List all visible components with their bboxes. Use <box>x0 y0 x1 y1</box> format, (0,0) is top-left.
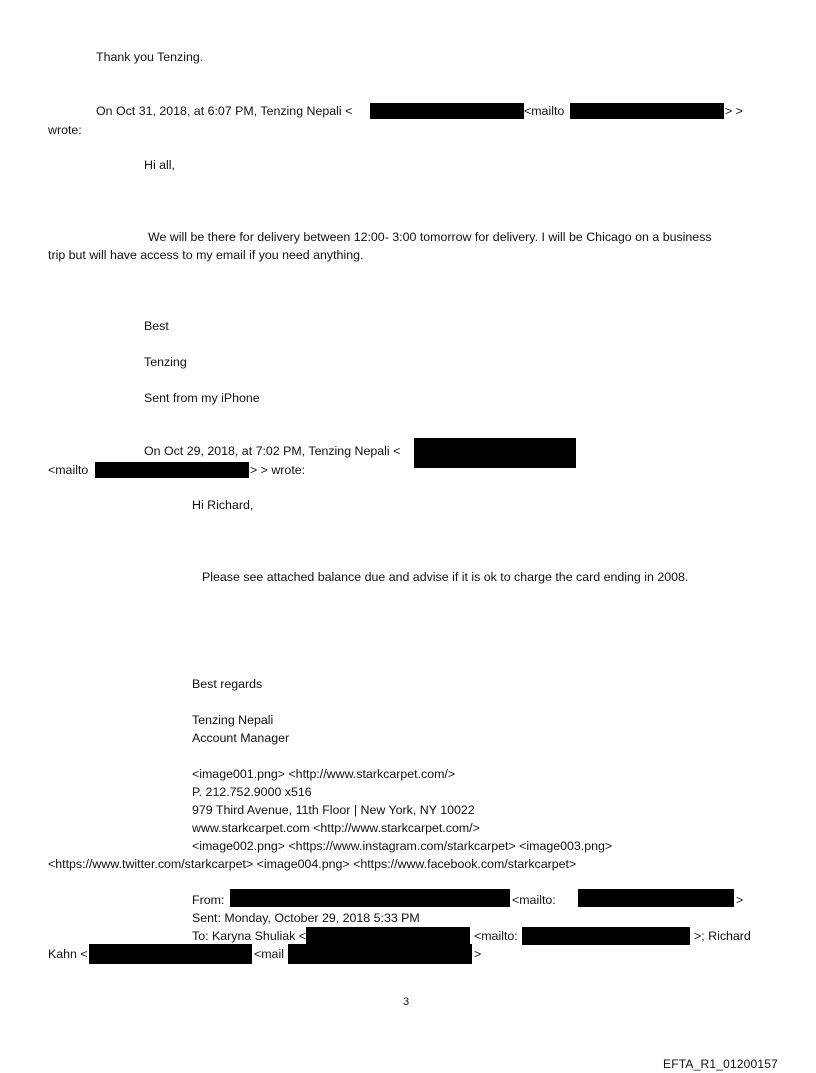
redaction-block <box>570 103 724 119</box>
body-line: P. 212.752.9000 x516 <box>192 785 312 799</box>
body-line: <mail <box>254 947 284 961</box>
page-number: 3 <box>403 996 410 1008</box>
body-line: >; Richard <box>694 929 751 943</box>
body-line: Thank you Tenzing. <box>96 50 204 64</box>
body-line: Account Manager <box>192 731 290 745</box>
body-line: 979 Third Avenue, 11th Floor | New York, NY 10022 <box>192 803 475 817</box>
redaction-block <box>306 927 470 945</box>
redaction-block <box>230 889 510 907</box>
body-line: www.starkcarpet.com <http://www.starkcarpet.com/> <box>192 821 480 835</box>
body-line: <https://www.twitter.com/starkcarpet> <image004.png> <https://www.facebook.com/starkcarpet> <box>48 857 577 871</box>
body-line: <mailto <box>524 104 565 118</box>
body-line: We will be there for delivery between 12:00- 3:00 tomorrow for delivery. I will be Chicago on a business <box>148 230 712 244</box>
body-line: > > <box>725 104 743 118</box>
redaction-block <box>522 927 690 945</box>
body-line: Best regards <box>192 677 263 691</box>
body-line: <image001.png> <http://www.starkcarpet.com/> <box>192 767 456 781</box>
body-line: trip but will have access to my email if you need anything. <box>48 248 364 262</box>
body-line: <mailto: <box>474 929 518 943</box>
body-line: <mailto <box>48 463 89 477</box>
body-line: > <box>736 893 744 907</box>
body-line: To: Karyna Shuliak < <box>192 929 306 943</box>
redaction-block <box>578 889 734 907</box>
body-line: Hi all, <box>144 158 175 172</box>
body-line: > > wrote: <box>250 463 306 477</box>
body-line: On Oct 29, 2018, at 7:02 PM, Tenzing Nepali < <box>144 444 401 458</box>
body-line: > <box>474 947 482 961</box>
body-line: Kahn < <box>48 947 88 961</box>
body-line: Tenzing Nepali <box>192 713 274 727</box>
body-line: Tenzing <box>144 355 187 369</box>
body-line: Sent: Monday, October 29, 2018 5:33 PM <box>192 911 420 925</box>
body-line: Sent from my iPhone <box>144 391 260 405</box>
redaction-block <box>288 944 472 964</box>
redaction-block <box>370 103 524 119</box>
document-id: EFTA_R1_01200157 <box>663 1057 779 1071</box>
body-line: Please see attached balance due and advise if it is ok to charge the card ending in 2008. <box>202 570 689 584</box>
body-line: <mailto: <box>512 893 556 907</box>
body-line: <image002.png> <https://www.instagram.com/starkcarpet> <image003.png> <box>192 839 613 853</box>
redaction-block <box>414 438 576 468</box>
body-line: From: <box>192 893 225 907</box>
body-line: wrote: <box>48 123 82 137</box>
body-line: Hi Richard, <box>192 498 254 512</box>
redaction-block <box>95 462 249 478</box>
body-line: Best <box>144 319 169 333</box>
redaction-block <box>89 944 252 964</box>
body-line: On Oct 31, 2018, at 6:07 PM, Tenzing Nepali < <box>96 104 353 118</box>
